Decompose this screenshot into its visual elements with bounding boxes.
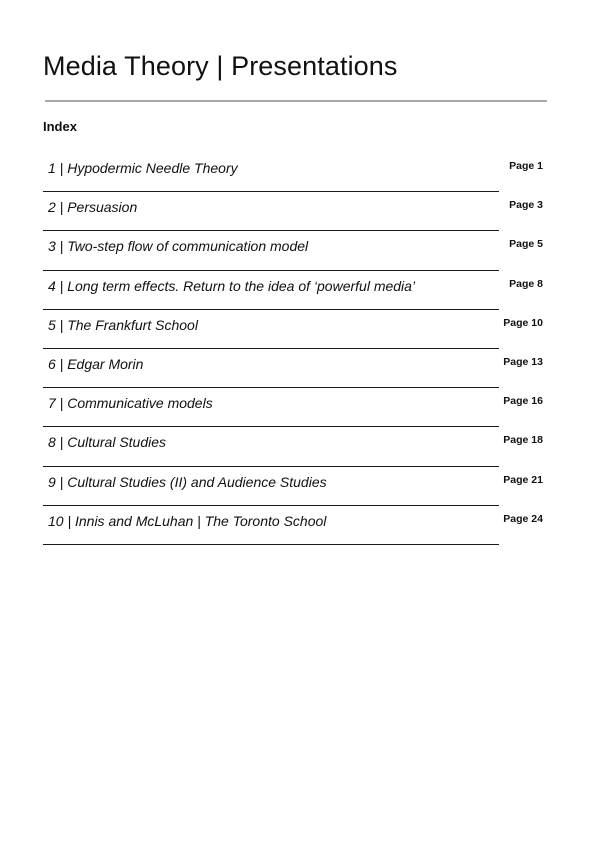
toc-entry-title: 3 | Two-step flow of communication model: [48, 238, 309, 255]
toc-entry-page: Page 5: [509, 238, 543, 251]
index-heading: Index: [43, 119, 77, 134]
toc-entry-page: Page 18: [503, 434, 543, 447]
toc-entry-page: Page 24: [503, 512, 543, 525]
toc-entry-title: 2 | Persuasion: [48, 199, 138, 216]
toc-entry-page: Page 13: [503, 355, 543, 368]
toc-entry[interactable]: [43, 388, 548, 427]
toc-entry[interactable]: [43, 153, 548, 192]
toc-entry-title: 7 | Communicative models: [48, 395, 213, 412]
title-divider: [45, 100, 547, 102]
toc-entry-page: Page 3: [509, 199, 543, 212]
toc-entry[interactable]: [43, 310, 548, 349]
toc-entry-title: 10 | Innis and McLuhan | The Toronto School: [48, 512, 327, 529]
toc-entry[interactable]: [43, 231, 548, 270]
toc-entry-title: 1 | Hypodermic Needle Theory: [48, 160, 238, 176]
table-of-contents: [43, 153, 548, 545]
toc-entry[interactable]: [43, 349, 548, 388]
toc-entry-page: Page 21: [503, 473, 543, 486]
toc-entry[interactable]: [43, 192, 548, 231]
toc-entry[interactable]: [43, 271, 548, 310]
toc-entry-page: Page 16: [503, 395, 543, 408]
toc-entry-page: Page 1: [509, 160, 543, 172]
toc-entry-title: 8 | Cultural Studies: [48, 434, 167, 451]
toc-entry-page: Page 10: [503, 316, 543, 329]
toc-entry[interactable]: [43, 467, 548, 506]
page-title: Media Theory | Presentations: [43, 51, 398, 81]
toc-entry-page: Page 8: [509, 277, 543, 290]
toc-entry-title: 5 | The Frankfurt School: [48, 316, 198, 333]
toc-entry-title: 9 | Cultural Studies (II) and Audience Studies: [48, 473, 327, 490]
toc-entry-title: 6 | Edgar Morin: [48, 355, 144, 372]
toc-entry-title: 4 | Long term effects. Return to the idea of ‘powerful media’: [48, 277, 416, 294]
toc-entry[interactable]: [43, 427, 548, 466]
toc-entry[interactable]: [43, 506, 548, 545]
